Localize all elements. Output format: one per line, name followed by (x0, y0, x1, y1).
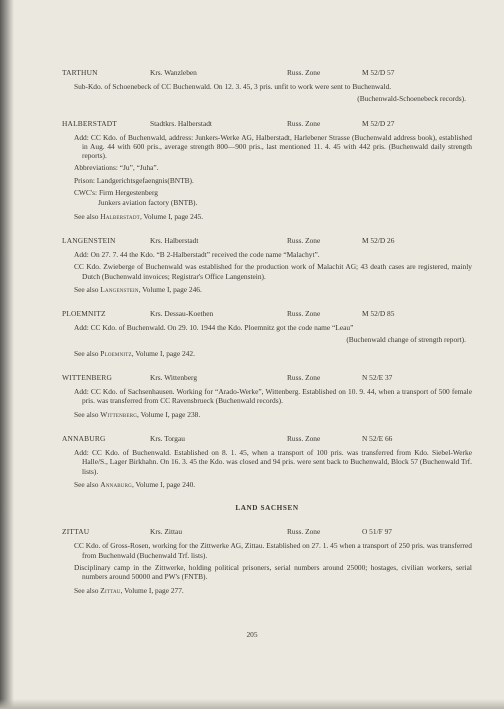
cross-reference: See also Annaburg, Volume I, page 240. (74, 479, 196, 489)
entry-paragraph: Add: CC Kdo. of Buchenwald, address: Junkers-Werke AG, Halberstadt, Harlebener Strasse (Buchenwald address book), established in Aug. 44 with 600 pris., average strength 800—900 pris., last mentioned 11. 4. 45 with 442 pris. (Buchenwald daily strength reports). (74, 132, 472, 161)
grid-reference: M 52/D 57 (362, 68, 395, 77)
district: Krs. Torgau (150, 433, 185, 443)
entry-header (62, 119, 472, 130)
cross-reference: See also Zittau, Volume I, page 277. (74, 585, 184, 595)
entry-langenstein (62, 236, 472, 294)
cross-reference: See also Wittenberg, Volume I, page 238. (74, 409, 201, 419)
place-name: ANNABURG (62, 433, 106, 443)
place-name: TARTHUN (62, 68, 98, 77)
entry-annaburg (62, 434, 472, 489)
entry-header (62, 236, 472, 247)
entry-paragraph: Prison: Landgerichtsgefaengnis(BNTB). (74, 175, 194, 185)
entry-tarthun (62, 68, 472, 104)
district: Stadtkrs. Halberstadt (150, 118, 212, 128)
entry-paragraph: Disciplinary camp in the Zittwerke, holding political prisoners, serial numbers around 25000; hostages, civilian workers, serial numbers around 50000 and PW's (FNTB). (74, 563, 472, 582)
grid-reference: M 52/D 27 (362, 118, 395, 128)
place-name: LANGENSTEIN (62, 235, 116, 245)
zone: Russ. Zone (287, 527, 321, 537)
grid-reference: N 52/E 66 (362, 433, 393, 443)
zone: Russ. Zone (287, 433, 321, 443)
cross-reference: See also Langenstein, Volume I, page 246. (74, 284, 202, 294)
entry-paragraph: Add: CC Kdo. of Buchenwald. On 29. 10. 1944 the Kdo. Ploemnitz got the code name “Leau” (74, 323, 354, 333)
entry-header (62, 434, 472, 445)
entry-paragraph: Add: On 27. 7. 44 the Kdo. “B 2-Halberstadt” received the code name “Malachyt”. (74, 249, 320, 259)
grid-reference: M 52/D 26 (362, 235, 395, 245)
district: Krs. Halberstadt (150, 235, 199, 245)
place-name: PLOEMNITZ (62, 309, 106, 319)
page-edge-shadow (0, 699, 504, 709)
entry-paragraph: Abbreviations: “Ju”, “Juha”. (74, 163, 159, 173)
entry-zittau (62, 527, 472, 594)
entry-header (62, 309, 472, 320)
entry-wittenberg (62, 373, 472, 419)
entry-paragraph: Add: CC Kdo. of Buchenwald. Established on 8. 1. 45, when a transport of 100 pris. was transferred from Kdo. Siebel-Werke Halle/S., Lager Birkhahn. On 16. 3. 45 the Kdo. was closed and 94 pris. were sent back to Buchenwald, Block 57 (Buchenwald Trf. lists). (74, 447, 472, 476)
zone: Russ. Zone (287, 309, 321, 319)
binding-shadow (0, 0, 14, 709)
entry-paragraph: CC Kdo. Zwieberge of Buchenwald was established for the production work of Malachit AG; 43 death cases are registered, mainly Dutch (Buchenwald invoices; Registrar's Office Langenstein). (74, 262, 472, 281)
entry-header (62, 373, 472, 384)
entry-header (62, 68, 472, 79)
cross-reference: See also Ploemnitz, Volume I, page 242. (74, 348, 195, 358)
place-name: WITTENBERG (62, 373, 113, 383)
section-title: LAND SACHSEN (235, 504, 299, 513)
entry-paragraph: Add: CC Kdo. of Sachsenhausen. Working for “Arado-Werke”, Wittenberg. Established on 10. 9. 44, when a transport of 500 female pris. was transferred from CC Ravensbrueck (Buchenwald records). (74, 387, 472, 406)
place-name: HALBERSTADT (62, 118, 117, 128)
entry-paragraph: (Buchenwald change of strength report). (346, 335, 466, 345)
cross-reference: See also Halberstadt, Volume I, page 245. (74, 211, 204, 221)
grid-reference: M 52/D 85 (362, 309, 395, 319)
zone: Russ. Zone (287, 118, 321, 128)
entry-header (62, 527, 472, 538)
zone: Russ. Zone (287, 68, 321, 77)
entry-halberstadt (62, 119, 472, 221)
entry-paragraph: (Buchenwald-Schoenebeck records). (357, 94, 466, 104)
grid-reference: N 52/E 37 (362, 373, 393, 383)
district: Krs. Wittenberg (150, 373, 198, 383)
entry-paragraph: Sub-Kdo. of Schoenebeck of CC Buchenwald. On 12. 3. 45, 3 pris. unfit to work were sent to Buchenwald. (74, 82, 392, 91)
entry-ploemnitz (62, 309, 472, 358)
district: Krs. Wanzleben (150, 68, 197, 77)
entry-paragraph: CWC's: Firm Hergestenberg (74, 188, 158, 198)
zone: Russ. Zone (287, 373, 321, 383)
zone: Russ. Zone (287, 235, 321, 245)
district: Krs. Dessau-Koethen (150, 309, 214, 319)
place-name: ZITTAU (62, 527, 90, 537)
grid-reference: O 51/F 97 (362, 527, 392, 537)
district: Krs. Zittau (150, 527, 183, 537)
page-content (62, 68, 472, 610)
entry-paragraph: Junkers aviation factory (BNTB). (98, 198, 198, 208)
entry-paragraph: CC Kdo. of Gross-Rosen, working for the Zittwerke AG, Zittau. Established on 27. 1. 45 when a transport of 250 pris. was transferred from Buchenwald (Buchenwald Trf. lists). (74, 541, 472, 560)
page-number: 205 (246, 630, 258, 639)
